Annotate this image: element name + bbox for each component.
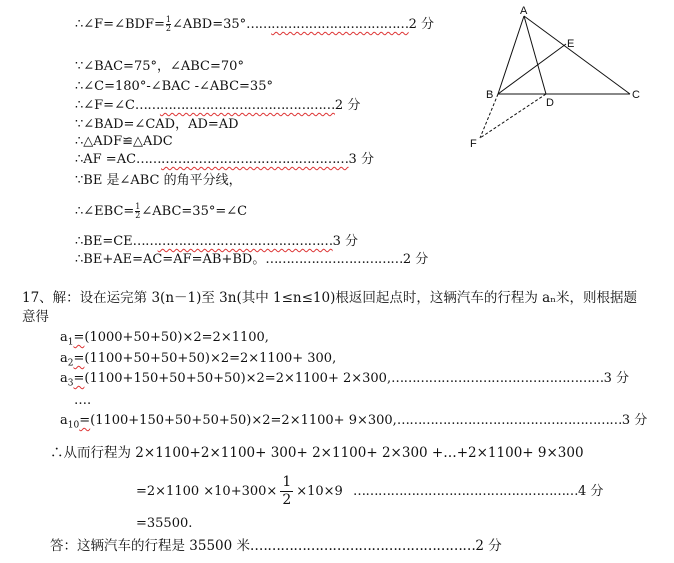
term-expression: (1000+50+50)×2=2×1100,	[84, 330, 269, 345]
point-label-d: D	[546, 97, 554, 109]
term-label: a	[60, 330, 68, 345]
leader-dots: ……………………………	[271, 17, 409, 32]
line-text: ∠ABC=35°=∠C	[141, 204, 248, 219]
leader-dots: ……………………………………………	[391, 371, 604, 386]
equals: =	[73, 351, 85, 366]
term-subscript: 3	[67, 378, 74, 389]
q17-sum-line1: ∴从而行程为 2×1100+2×1100+ 300+ 2×1100+ 2×300 +…+2×1100+ 9×300	[50, 445, 584, 461]
line-text: ∴∠F=∠C	[75, 98, 135, 113]
equals: =	[73, 371, 85, 386]
q17-a1	[60, 330, 269, 351]
q17-intro-line2: 意得	[22, 309, 49, 325]
segment-ab	[498, 16, 524, 94]
fraction	[166, 16, 171, 33]
fraction-denominator: 2	[282, 492, 292, 508]
leader-dots: ……………………………………	[157, 234, 333, 249]
leader-dots: ………………………………………	[161, 152, 349, 167]
q17-a2	[60, 351, 336, 372]
score: 3 分	[348, 152, 374, 167]
line-9	[75, 203, 247, 220]
line-text: ∴∠F=∠BDF=	[75, 17, 165, 32]
leader-dots: ……	[132, 234, 158, 249]
fraction-numerator: 1	[282, 474, 292, 490]
leader-dots: ……………………………………………	[254, 538, 476, 554]
score: 2 分	[475, 538, 502, 554]
leader-dots: ………………………………………………	[352, 484, 578, 499]
leader-dots: ……	[134, 98, 160, 113]
line-text: ∴BE+AE=AC=AF=AB+BD。	[75, 252, 266, 267]
q17-answer	[50, 538, 502, 554]
triangle-figure	[460, 4, 660, 154]
term-expression: (1100+150+50+50+50)×2=2×1100+ 2×300,	[84, 371, 392, 386]
q17-ellipsis: ….	[74, 393, 92, 408]
line-4	[75, 98, 360, 114]
term-expression: (1100+150+50+50+50)×2=2×1100+ 9×300,	[90, 413, 397, 428]
line-text: ∠ABD=35°	[171, 17, 247, 32]
term-subscript: 2	[67, 358, 74, 369]
q17-intro-line1: 17、解：设在运完第 3(n－1)至 3n(其中 1≤n≤10)根返回起点时，这辆汽车的行程为 aₙ米，则根据题	[22, 290, 638, 306]
line-text: ∴AF =AC	[75, 152, 137, 167]
line-7	[75, 152, 374, 168]
q17-a10	[60, 413, 647, 434]
score: 3 分	[621, 413, 648, 428]
line-5: ∵∠BAD=∠CAD，AD=AD	[75, 117, 239, 132]
segment-be	[498, 44, 566, 94]
segment-ad	[524, 16, 546, 94]
score: 2 分	[408, 17, 435, 32]
fraction-numerator: 1	[135, 202, 141, 211]
equals: =	[73, 330, 85, 345]
leader-dots: ……………………………………	[159, 98, 335, 113]
q17-sum-line2	[136, 474, 603, 509]
line-8: ∵BE 是∠ABC 的角平分线，	[75, 173, 242, 188]
leader-dots: ……	[136, 152, 162, 167]
q17-sum-line3: =35500.	[136, 516, 193, 531]
line-6: ∴△ADF≌△ADC	[75, 134, 173, 149]
point-label-f: F	[470, 138, 477, 150]
score: 3 分	[603, 371, 629, 386]
leader-dots: ………………………………………………	[396, 413, 622, 428]
term-label: a	[60, 371, 68, 386]
q17-a3	[60, 371, 629, 392]
score: 4 分	[577, 484, 604, 499]
fraction-denominator: 2	[165, 24, 171, 33]
term-expression: (1100+50+50+50)×2=2×1100+ 300,	[84, 351, 337, 366]
line-3: ∴∠C=180°-∠BAC -∠ABC=35°	[75, 79, 273, 94]
leader-dots: ……	[246, 17, 272, 32]
point-label-c: C	[632, 89, 640, 101]
term-label: a	[60, 351, 68, 366]
score: 2 分	[334, 98, 361, 113]
leader-dots: ……………………………	[265, 252, 403, 267]
fraction	[135, 203, 140, 220]
equals: =	[79, 413, 91, 428]
term-subscript: 10	[67, 420, 80, 431]
term-subscript: 1	[67, 337, 74, 348]
fraction-denominator: 2	[135, 211, 141, 220]
line-10	[75, 234, 358, 250]
answer-text: 答：这辆汽车的行程是 35500 米.	[50, 538, 255, 554]
point-label-b: B	[486, 89, 494, 101]
score: 2 分	[402, 252, 429, 267]
line-text: ×10×9	[296, 484, 343, 499]
point-label-a: A	[520, 5, 528, 17]
line-text: =2×1100 ×10+300×	[136, 484, 278, 499]
score: 3 分	[332, 234, 359, 249]
fraction	[280, 474, 293, 509]
line-text: ∴BE=CE	[75, 234, 133, 249]
segment-ac	[524, 16, 630, 94]
line-text: ∴∠EBC=	[75, 204, 135, 219]
fraction-numerator: 1	[165, 15, 171, 24]
line-1	[75, 16, 434, 33]
line-11	[75, 252, 428, 268]
line-2: ∵∠BAC=75°，∠ABC=70°	[75, 59, 244, 74]
term-label: a	[60, 413, 68, 428]
point-label-e: E	[567, 38, 575, 50]
